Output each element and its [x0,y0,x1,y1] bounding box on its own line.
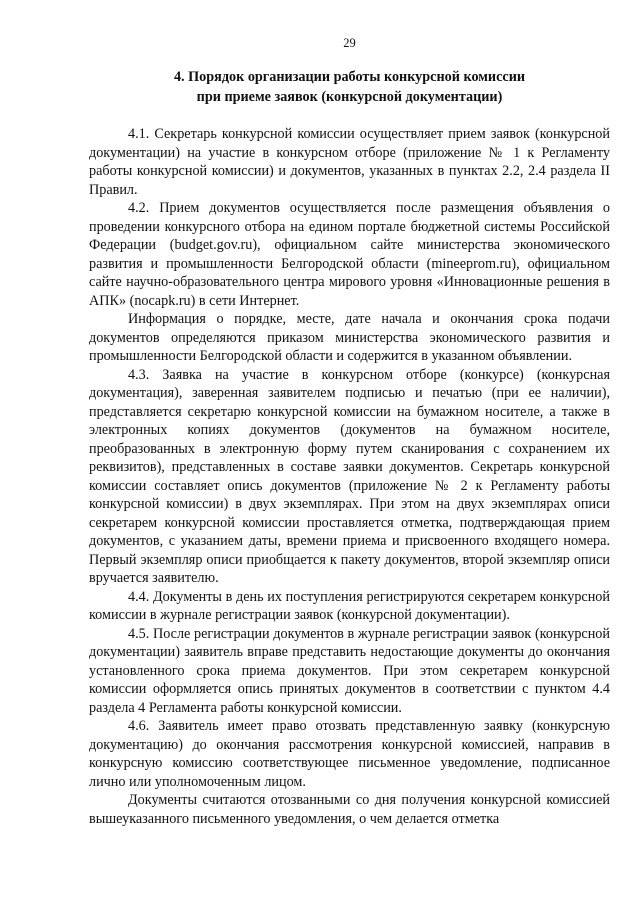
section-title [89,67,610,107]
section-title-line-2: при приеме заявок (конкурсной документации) [196,89,503,105]
page-number: 29 [343,36,356,50]
paragraph-4-3: 4.3. Заявка на участие в конкурсном отборе (конкурсе) (конкурсная документация), заверенная заявителем подписью и печатью (при ее наличии), представляется секретарю конкурсной комиссии на бумажном носителе, а также в электронных копиях документов (документов на бумажном носителе, преобразованных в электронную форму путем сканирования с сохранением их реквизитов), представленных в составе заявки документов. Секретарь конкурсной комиссии составляет опись документов (приложение № 2 к Регламенту работы конкурсной комиссии) в двух экземплярах. При этом на двух экземплярах описи секретарем конкурсной комиссии проставляется отметка, подтверждающая прием документов, с указанием даты, времени приема и присвоенного входящего номера. Первый экземпляр описи приобщается к пакету документов, второй экземпляр описи вручается заявителю. [89,366,610,586]
paragraph-4-1: 4.1. Секретарь конкурсной комиссии осуществляет прием заявок (конкурсной документации) на участие в конкурсном отборе (приложение № 1 к Регламенту работы конкурсной комиссии) и документов, указанных в пунктах 2.2, 2.4 раздела II Правил. [89,126,610,198]
paragraph-info: Информация о порядке, месте, дате начала и окончания срока подачи документов определяются приказом министерства экономического развития и промышленности Белгородской области и содержится в указанном объявлении. [89,311,610,364]
paragraph-withdrawn: Документы считаются отозванными со дня получения конкурсной комиссией вышеуказанного письменного уведомления, о чем делается отметка [89,792,610,827]
paragraph-4-4: 4.4. Документы в день их поступления регистрируются секретарем конкурсной комиссии в журнале регистрации заявок (конкурсной документации). [89,588,610,623]
section-title-line-1: 4. Порядок организации работы конкурсной комиссии [173,69,526,85]
paragraph-4-2: 4.2. Прием документов осуществляется после размещения объявления о проведении конкурсного отбора на едином портале бюджетной системы Российской Федерации (budget.gov.ru), официальном сайте министерства экономического развития и промышленности Белгородской области (mineeprom.ru), официальном сайте научно-образовательного центра мирового уровня «Инновационные решения в АПК» (nocapk.ru) в сети Интернет. [89,200,610,309]
paragraph-4-6: 4.6. Заявитель имеет право отозвать представленную заявку (конкурсную документацию) до окончания рассмотрения конкурсной комиссией, направив в конкурсную комиссию соответствующее письменное уведомление, подписанное лично или уполномоченным лицом. [89,718,610,790]
paragraph-4-5: 4.5. После регистрации документов в журнале регистрации заявок (конкурсной документации) заявитель вправе представить недостающие документы до окончания установленного срока приема документов. При этом секретарем конкурсной комиссии оформляется опись принятых документов в соответствии с пунктом 4.4 раздела 4 Регламента работы конкурсной комиссии. [89,625,610,716]
